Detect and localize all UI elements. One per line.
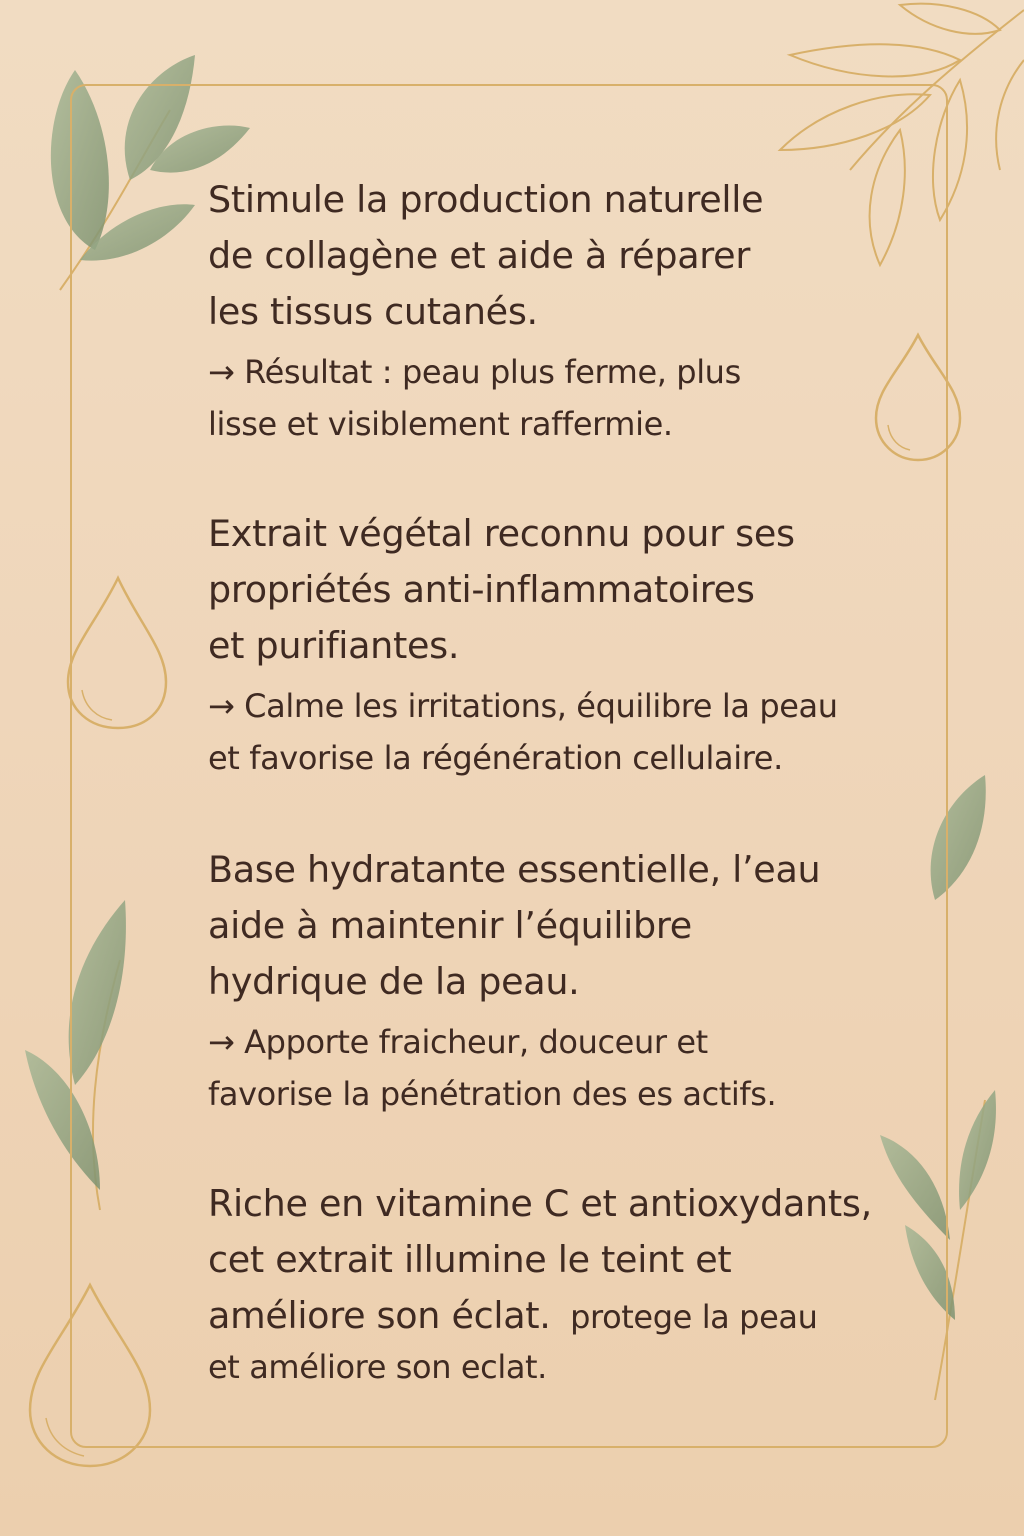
section-heading	[208, 1176, 948, 1345]
section-heading-text: Riche en vitamine C et antioxydants, cet extrait illumine le teint et améliore son éclat.	[208, 1182, 872, 1337]
ingredient-section	[208, 842, 948, 1120]
ingredient-section	[208, 506, 948, 784]
ingredient-section	[208, 1176, 948, 1393]
section-detail: → Apporte fraicheur, douceur et favorise la pénétration des es actifs.	[208, 1023, 777, 1113]
section-detail: et améliore son eclat.	[208, 1348, 547, 1386]
section-detail-inline: protege la peau	[570, 1298, 818, 1336]
section-heading: Stimule la production naturelle de collagène et aide à réparer les tissus cutanés.	[208, 178, 764, 333]
section-heading: Base hydratante essentielle, l’eau aide à maintenir l’équilibre hydrique de la peau.	[208, 848, 821, 1003]
section-heading: Extrait végétal reconnu pour ses propriétés anti-inflammatoires et purifiantes.	[208, 512, 795, 667]
ingredient-section	[208, 172, 948, 450]
section-detail: → Résultat : peau plus ferme, plus lisse et visiblement raffermie.	[208, 353, 741, 443]
section-detail: → Calme les irritations, équilibre la peau et favorise la régénération cellulaire.	[208, 687, 838, 777]
